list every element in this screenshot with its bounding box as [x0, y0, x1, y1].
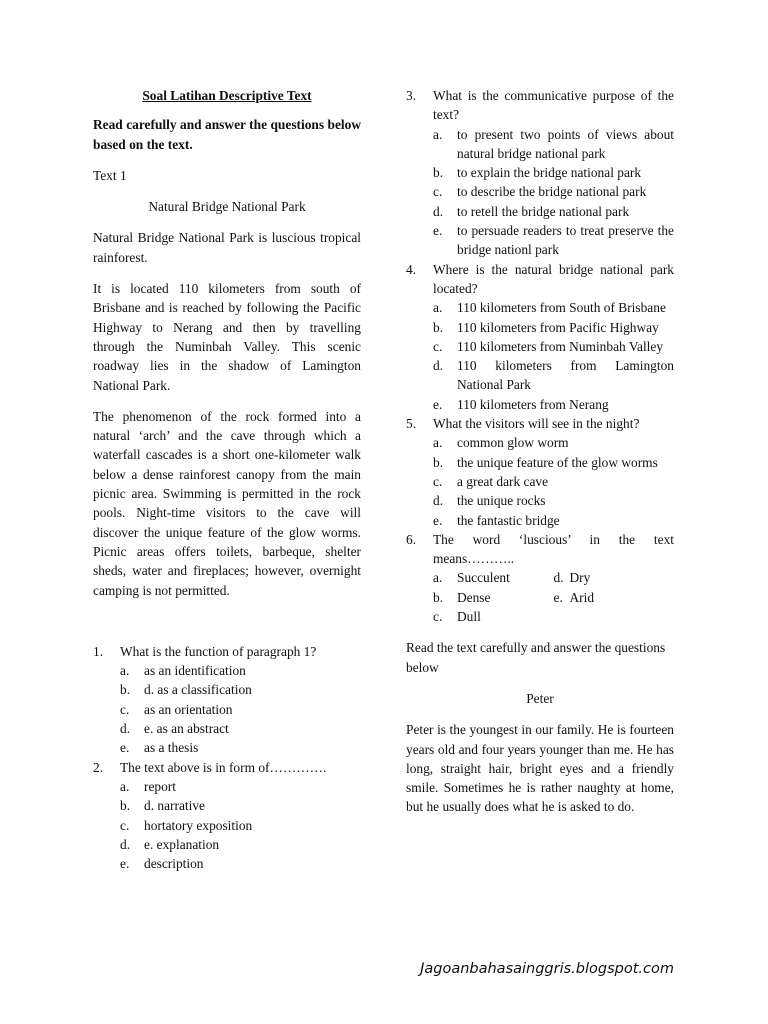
- question-options: [433, 568, 674, 626]
- option-letter: a.: [120, 663, 130, 679]
- option: [433, 433, 674, 452]
- option: [433, 318, 674, 337]
- option-letter: c.: [433, 609, 443, 625]
- option-letter: e.: [433, 512, 443, 528]
- question-options: [120, 777, 361, 873]
- question-number: 5.: [406, 416, 417, 432]
- option-text: report: [144, 778, 176, 794]
- option-letter: a.: [433, 126, 443, 142]
- option: [120, 796, 361, 815]
- option-text: hortatory exposition: [144, 817, 253, 833]
- option-text: 110 kilometers from Nerang: [457, 396, 609, 412]
- option-text: the fantastic bridge: [457, 512, 560, 528]
- option-text: to explain the bridge national park: [457, 165, 642, 181]
- option: [433, 395, 674, 414]
- question-1: [93, 642, 361, 758]
- option: [433, 511, 674, 530]
- option-text: 110 kilometers from Pacific Highway: [457, 319, 659, 335]
- option-text: d. narrative: [144, 798, 205, 814]
- option-text: to retell the bridge national park: [457, 203, 630, 219]
- option: [120, 816, 361, 835]
- question-text: What is the communicative purpose of the text?: [433, 88, 674, 123]
- option-text: e. explanation: [144, 836, 220, 852]
- document-title: Soal Latihan Descriptive Text: [142, 88, 312, 103]
- option-text: Dense: [457, 589, 491, 605]
- option-letter: a.: [433, 435, 443, 451]
- option: [120, 680, 361, 699]
- option-letter: e.: [433, 223, 443, 239]
- text1-paragraph-2: It is located 110 kilometers from south of Brisbane and is reached by following the Pacific Highway to Nerang and then by travelling through the Numinbah Valley. This scenic roadway lies in the shadow of Lamington National Park.: [93, 281, 361, 393]
- option-text: a great dark cave: [457, 473, 549, 489]
- option: [120, 777, 361, 796]
- option: [433, 202, 674, 221]
- question-5: [406, 414, 674, 530]
- option-text: description: [144, 856, 204, 872]
- left-column: [93, 86, 361, 873]
- question-number: 1.: [93, 643, 104, 659]
- option: [120, 700, 361, 719]
- option-text: common glow worm: [457, 435, 569, 451]
- option: [433, 125, 674, 164]
- question-4: [406, 260, 674, 414]
- question-text: The word ‘luscious’ in the text means………..: [433, 531, 674, 567]
- question-text: The text above is in form of………….: [120, 759, 327, 775]
- option-letter: d.: [553, 570, 564, 586]
- option-letter: a.: [433, 300, 443, 316]
- option-text: 110 kilometers from Lamington National Park: [457, 358, 674, 393]
- option: [433, 221, 674, 260]
- option: [433, 298, 674, 317]
- question-options: [433, 433, 674, 529]
- option: [554, 588, 675, 607]
- question-options: [120, 661, 361, 757]
- option-text: Succulent: [457, 570, 510, 586]
- option-letter: d.: [433, 493, 444, 509]
- question-text: What is the function of paragraph 1?: [120, 643, 317, 659]
- option-text: Dry: [569, 570, 591, 586]
- option-text: d. as a classification: [144, 682, 252, 698]
- option: [120, 854, 361, 873]
- option-letter: d.: [433, 203, 444, 219]
- question-number: 3.: [406, 88, 417, 103]
- option-text: e. as an abstract: [144, 721, 229, 737]
- text2-heading: Peter: [526, 690, 554, 706]
- question-options: [433, 298, 674, 414]
- option-letter: b.: [120, 798, 131, 814]
- right-column: [406, 86, 674, 829]
- option-text: as an identification: [144, 663, 246, 679]
- question-2: [93, 758, 361, 874]
- question-number: 4.: [406, 261, 417, 277]
- option-letter: c.: [120, 701, 130, 717]
- question-number: 2.: [93, 759, 104, 775]
- option-letter: c.: [120, 817, 130, 833]
- option: [554, 568, 675, 587]
- question-6: [406, 530, 674, 626]
- option-letter: e.: [553, 589, 563, 605]
- option-letter: b.: [433, 165, 444, 181]
- option-text: to present two points of views about natural bridge national park: [457, 126, 674, 161]
- option-letter: a.: [433, 570, 443, 586]
- option-text: 110 kilometers from South of Brisbane: [457, 300, 666, 316]
- footer-url: Jagoanbahasainggris.blogspot.com: [420, 961, 674, 977]
- option-text: as a thesis: [144, 740, 199, 756]
- option: [120, 661, 361, 680]
- text1-heading: Natural Bridge National Park: [148, 199, 306, 215]
- option-letter: b.: [433, 589, 444, 605]
- option-letter: c.: [433, 473, 443, 489]
- option: [433, 182, 674, 201]
- option-letter: e.: [120, 856, 130, 872]
- option-letter: e.: [120, 740, 130, 756]
- option-text: to describe the bridge national park: [457, 184, 647, 200]
- text1-label: Text 1: [93, 167, 127, 183]
- option-letter: b.: [433, 454, 444, 470]
- option-letter: c.: [433, 338, 443, 354]
- option-letter: d.: [120, 721, 131, 737]
- text1-paragraph-1: Natural Bridge National Park is luscious tropical rainforest.: [93, 230, 361, 265]
- option: [433, 163, 674, 182]
- question-number: 6.: [406, 531, 417, 547]
- option-text: Arid: [569, 589, 595, 605]
- text1-paragraph-3: The phenomenon of the rock formed into a natural ‘arch’ and the cave through which a waterfall cascades is a short one-kilometer walk below a dense rainforest canopy from the main picnic area. Swimming is permitted in the rock pools. Night-time visitors to the cave will discover the unique feature of the glow worms. Picnic areas offers toilets, barbeque, shelter sheds, water and fireplaces; however, overnight camping is not permitted.: [93, 408, 361, 598]
- question-3: [406, 86, 674, 260]
- option-letter: a.: [120, 778, 130, 794]
- option-text: the unique feature of the glow worms: [457, 454, 658, 470]
- option: [433, 356, 674, 395]
- option: [433, 568, 554, 587]
- option-text: Dull: [457, 609, 481, 625]
- question-text: Where is the natural bridge national park located?: [433, 261, 674, 296]
- option: [433, 491, 674, 510]
- option: [433, 453, 674, 472]
- option: [120, 835, 361, 854]
- option-letter: e.: [433, 396, 443, 412]
- option-text: as an orientation: [144, 701, 233, 717]
- option: [120, 719, 361, 738]
- option-letter: c.: [433, 184, 443, 200]
- option: [433, 472, 674, 491]
- instruction: Read carefully and answer the questions below based on the text.: [93, 117, 361, 152]
- option-letter: b.: [120, 682, 131, 698]
- option-letter: d.: [433, 358, 444, 374]
- option-letter: d.: [120, 836, 131, 852]
- text2-paragraph: Peter is the youngest in our family. He is fourteen years old and four years younger than me. He has long, straight hair, bright eyes and a friendly smile. Sometimes he is rather naughty at home, but he usually does what he is asked to do.: [406, 722, 674, 815]
- option-text: 110 kilometers from Numinbah Valley: [457, 338, 664, 354]
- option: [120, 738, 361, 757]
- option-text: the unique rocks: [457, 493, 546, 509]
- option: [433, 607, 554, 626]
- option: [433, 337, 674, 356]
- text2-instruction: Read the text carefully and answer the questions below: [406, 640, 666, 675]
- question-text: What the visitors will see in the night?: [433, 416, 640, 432]
- question-options: [433, 125, 674, 260]
- option: [433, 588, 554, 607]
- option-text: to persuade readers to treat preserve the bridge nationl park: [457, 223, 674, 258]
- option-letter: b.: [433, 319, 444, 335]
